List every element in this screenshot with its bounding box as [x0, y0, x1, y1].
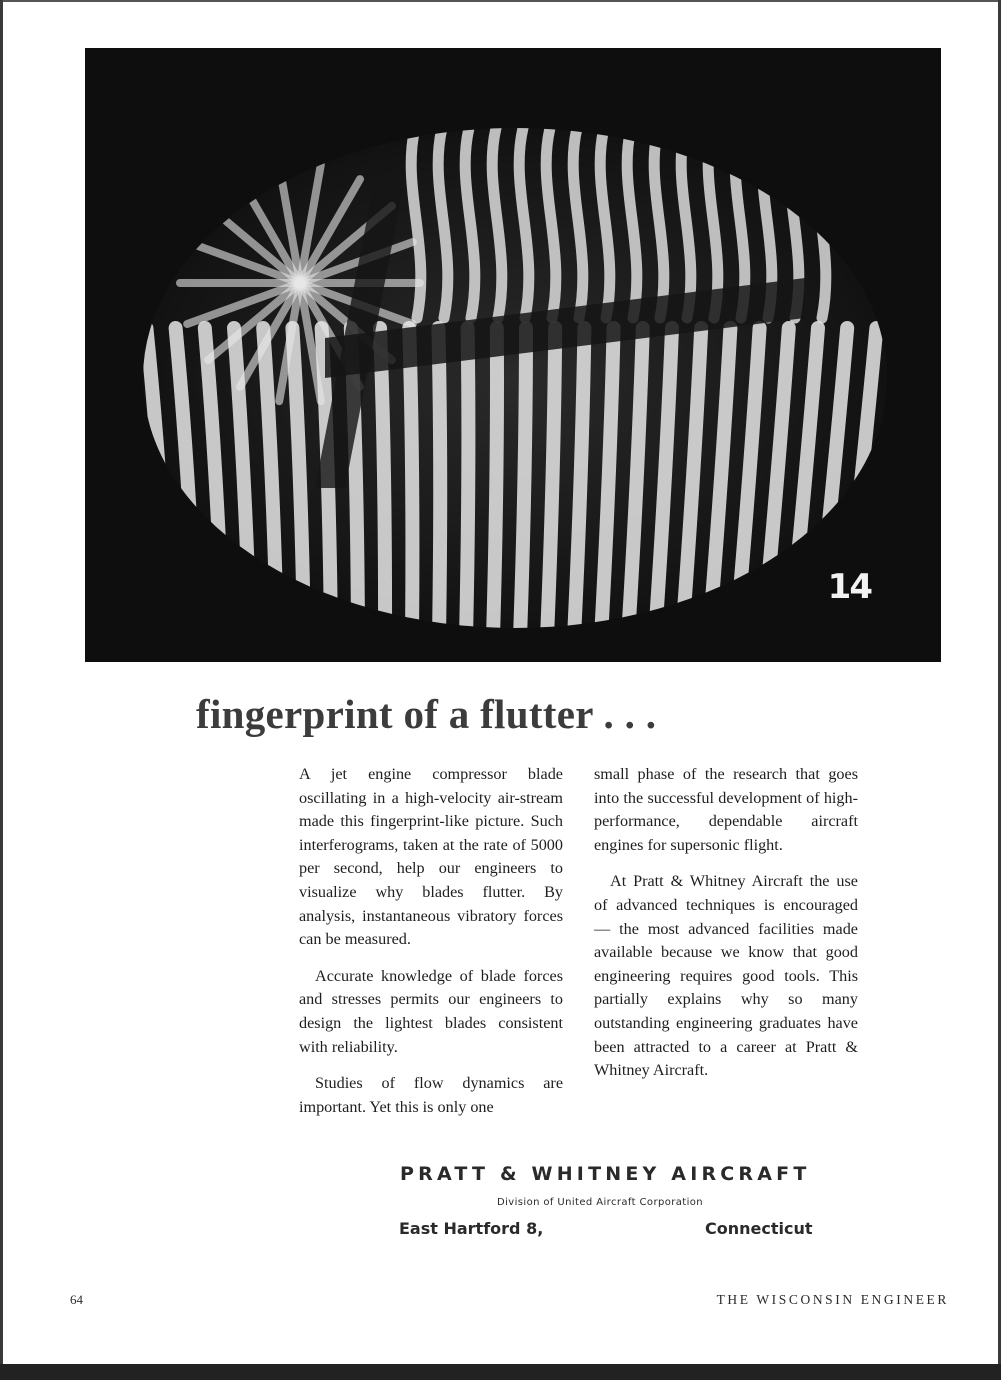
publication-title: THE WISCONSIN ENGINEER: [716, 1292, 949, 1307]
interferogram-photo: [85, 48, 941, 662]
fringe-stripe: [409, 328, 412, 638]
interferogram-fringe-image: [85, 48, 941, 662]
company-name: PRATT & WHITNEY AIRCRAFT: [400, 1163, 811, 1185]
fringe-stripe: [380, 328, 385, 638]
address-state: Connecticut: [705, 1219, 813, 1238]
address-city: East Hartford 8,: [399, 1219, 544, 1238]
body-right-column: [594, 763, 858, 1096]
headline: fingerprint of a flutter . . .: [196, 691, 657, 737]
fringe-stripe: [438, 328, 440, 638]
body-paragraph: small phase of the research that goes into the successful development of high-performance, dependable aircraft engines for supersonic flight.: [594, 765, 858, 854]
body-paragraph: At Pratt & Whitney Aircraft the use of advanced techniques is encouraged — the most advanced facilities made available because we know that good engineering requires good tools. This partially explains why so many outstanding engineering graduates have been attracted to a career at Pratt & Whitney Aircraft.: [594, 872, 858, 1080]
fringe-stripe: [547, 328, 555, 638]
body-paragraph: A jet engine compressor blade oscillating in a high-velocity air-stream made this fingerprint-like picture. Such interferograms, taken at the rate of 5000 per second, help our engineers to visualize why blades flutter. By analysis, instantaneous vibratory forces can be measured.: [299, 765, 563, 949]
scan-edge-left: [0, 0, 3, 1380]
body-left-column: [299, 763, 563, 1132]
page-number: 64: [70, 1292, 83, 1307]
scan-edge-top: [0, 0, 1001, 2]
scan-edge-bottom: [0, 1364, 1001, 1380]
fringe-stripe: [493, 328, 497, 638]
division-line: Division of United Aircraft Corporation: [497, 1197, 704, 1208]
fringe-stripe: [466, 328, 468, 638]
body-paragraph: Accurate knowledge of blade forces and stresses permits our engineers to design the lightest blades consistent with reliability.: [299, 966, 563, 1056]
fringe-stripe: [520, 328, 526, 638]
photo-number-label: 14: [827, 567, 871, 607]
body-paragraph: Studies of flow dynamics are important. Yet this is only one: [299, 1074, 563, 1116]
